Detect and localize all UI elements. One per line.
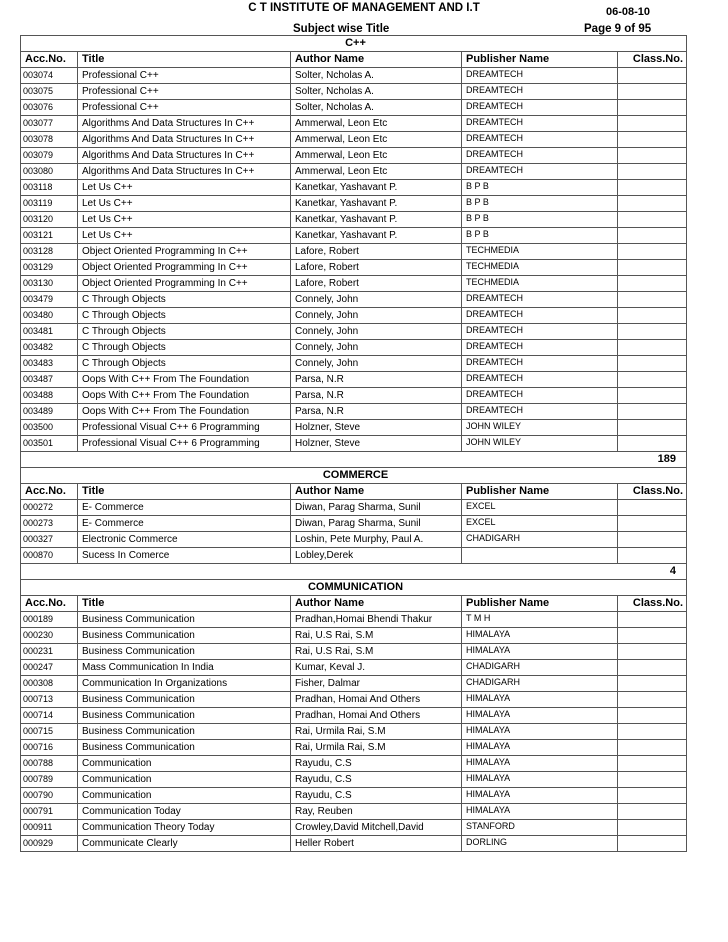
class-no-cell	[618, 356, 687, 372]
author-cell: Solter, Ncholas A.	[291, 100, 462, 116]
acc-no-cell: 000231	[21, 644, 78, 660]
acc-no-cell: 000714	[21, 708, 78, 724]
table-row	[21, 404, 687, 420]
section-total-row	[21, 452, 687, 468]
class-no-cell	[618, 516, 687, 532]
section-title: COMMUNICATION	[21, 580, 687, 596]
class-no-cell	[618, 724, 687, 740]
class-no-cell	[618, 244, 687, 260]
class-no-cell	[618, 68, 687, 84]
col-author-header: Author Name	[291, 52, 462, 68]
author-cell: Rai, Urmila Rai, S.M	[291, 724, 462, 740]
publisher-cell: DREAMTECH	[462, 148, 618, 164]
title-cell: E- Commerce	[78, 516, 291, 532]
publisher-cell: B P B	[462, 180, 618, 196]
acc-no-cell: 003480	[21, 308, 78, 324]
col-acc-no-header: Acc.No.	[21, 52, 78, 68]
publisher-cell: B P B	[462, 196, 618, 212]
title-cell: Object Oriented Programming In C++	[78, 260, 291, 276]
class-no-cell	[618, 292, 687, 308]
acc-no-cell: 003500	[21, 420, 78, 436]
acc-no-cell: 000273	[21, 516, 78, 532]
acc-no-cell: 003121	[21, 228, 78, 244]
publisher-cell: CHADIGARH	[462, 532, 618, 548]
class-no-cell	[618, 404, 687, 420]
class-no-cell	[618, 148, 687, 164]
publisher-cell: TECHMEDIA	[462, 276, 618, 292]
class-no-cell	[618, 388, 687, 404]
table-row	[21, 756, 687, 772]
acc-no-cell: 003483	[21, 356, 78, 372]
table-row	[21, 740, 687, 756]
acc-no-cell: 000789	[21, 772, 78, 788]
title-cell: Professional C++	[78, 84, 291, 100]
acc-no-cell: 000230	[21, 628, 78, 644]
section-header-row	[21, 468, 687, 484]
publisher-cell	[462, 548, 618, 564]
author-cell: Parsa, N.R	[291, 404, 462, 420]
title-cell: Mass Communication In India	[78, 660, 291, 676]
title-cell: Professional Visual C++ 6 Programming	[78, 420, 291, 436]
class-no-cell	[618, 116, 687, 132]
author-cell: Solter, Ncholas A.	[291, 84, 462, 100]
subject-report-table	[20, 35, 687, 852]
title-cell: Let Us C++	[78, 196, 291, 212]
class-no-cell	[618, 340, 687, 356]
title-cell: Electronic Commerce	[78, 532, 291, 548]
author-cell: Kanetkar, Yashavant P.	[291, 180, 462, 196]
publisher-cell: DREAMTECH	[462, 116, 618, 132]
table-row	[21, 68, 687, 84]
author-cell: Connely, John	[291, 308, 462, 324]
table-row	[21, 820, 687, 836]
publisher-cell: STANFORD	[462, 820, 618, 836]
author-cell: Crowley,David Mitchell,David	[291, 820, 462, 836]
class-no-cell	[618, 132, 687, 148]
page-indicator: Page 9 of 95	[584, 23, 652, 35]
report-date: 06-08-10	[605, 6, 650, 18]
author-cell: Kanetkar, Yashavant P.	[291, 196, 462, 212]
section-total-count: 4	[21, 564, 687, 580]
section-title: C++	[21, 36, 687, 52]
author-cell: Connely, John	[291, 356, 462, 372]
author-cell: Rayudu, C.S	[291, 772, 462, 788]
publisher-cell: HIMALAYA	[462, 644, 618, 660]
author-cell: Ammerwal, Leon Etc	[291, 116, 462, 132]
author-cell: Ammerwal, Leon Etc	[291, 148, 462, 164]
acc-no-cell: 000929	[21, 836, 78, 852]
acc-no-cell: 003488	[21, 388, 78, 404]
acc-no-cell: 000790	[21, 788, 78, 804]
acc-no-cell: 003128	[21, 244, 78, 260]
col-title-header: Title	[78, 484, 291, 500]
section-total-row	[21, 564, 687, 580]
class-no-cell	[618, 804, 687, 820]
author-cell: Ray, Reuben	[291, 804, 462, 820]
column-header-row	[21, 596, 687, 612]
title-cell: Communication	[78, 756, 291, 772]
title-cell: C Through Objects	[78, 324, 291, 340]
acc-no-cell: 003481	[21, 324, 78, 340]
publisher-cell: B P B	[462, 228, 618, 244]
publisher-cell: HIMALAYA	[462, 788, 618, 804]
title-cell: Let Us C++	[78, 228, 291, 244]
acc-no-cell: 000911	[21, 820, 78, 836]
col-class-no-header: Class.No.	[618, 52, 687, 68]
publisher-cell: HIMALAYA	[462, 692, 618, 708]
title-cell: Let Us C++	[78, 180, 291, 196]
publisher-cell: DREAMTECH	[462, 404, 618, 420]
col-title-header: Title	[78, 52, 291, 68]
col-publisher-header: Publisher Name	[462, 484, 618, 500]
title-cell: Oops With C++ From The Foundation	[78, 388, 291, 404]
section-title: COMMERCE	[21, 468, 687, 484]
author-cell: Diwan, Parag Sharma, Sunil	[291, 516, 462, 532]
class-no-cell	[618, 836, 687, 852]
publisher-cell: B P B	[462, 212, 618, 228]
acc-no-cell: 003074	[21, 68, 78, 84]
publisher-cell: CHADIGARH	[462, 676, 618, 692]
publisher-cell: HIMALAYA	[462, 756, 618, 772]
acc-no-cell: 003130	[21, 276, 78, 292]
title-cell: E- Commerce	[78, 500, 291, 516]
author-cell: Lafore, Robert	[291, 276, 462, 292]
class-no-cell	[618, 196, 687, 212]
acc-no-cell: 003129	[21, 260, 78, 276]
table-row	[21, 324, 687, 340]
class-no-cell	[618, 260, 687, 276]
class-no-cell	[618, 500, 687, 516]
class-no-cell	[618, 228, 687, 244]
author-cell: Rai, U.S Rai, S.M	[291, 644, 462, 660]
acc-no-cell: 003079	[21, 148, 78, 164]
table-row	[21, 676, 687, 692]
title-cell: Business Communication	[78, 708, 291, 724]
table-row	[21, 788, 687, 804]
author-cell: Parsa, N.R	[291, 372, 462, 388]
author-cell: Kumar, Keval J.	[291, 660, 462, 676]
class-no-cell	[618, 436, 687, 452]
publisher-cell: DREAMTECH	[462, 372, 618, 388]
title-cell: Professional C++	[78, 68, 291, 84]
author-cell: Pradhan, Homai And Others	[291, 708, 462, 724]
publisher-cell: DORLING	[462, 836, 618, 852]
table-row	[21, 276, 687, 292]
class-no-cell	[618, 612, 687, 628]
table-row	[21, 116, 687, 132]
table-row	[21, 180, 687, 196]
title-cell: Algorithms And Data Structures In C++	[78, 164, 291, 180]
title-cell: Business Communication	[78, 724, 291, 740]
class-no-cell	[618, 212, 687, 228]
acc-no-cell: 003119	[21, 196, 78, 212]
title-cell: Algorithms And Data Structures In C++	[78, 116, 291, 132]
table-row	[21, 212, 687, 228]
publisher-cell: T M H	[462, 612, 618, 628]
publisher-cell: TECHMEDIA	[462, 244, 618, 260]
author-cell: Pradhan, Homai And Others	[291, 692, 462, 708]
report-institute-title: C T INSTITUTE OF MANAGEMENT AND I.T	[248, 2, 480, 14]
table-row	[21, 308, 687, 324]
table-row	[21, 612, 687, 628]
author-cell: Solter, Ncholas A.	[291, 68, 462, 84]
title-cell: Communication	[78, 772, 291, 788]
publisher-cell: CHADIGARH	[462, 660, 618, 676]
acc-no-cell: 000272	[21, 500, 78, 516]
table-row	[21, 548, 687, 564]
author-cell: Loshin, Pete Murphy, Paul A.	[291, 532, 462, 548]
acc-no-cell: 003080	[21, 164, 78, 180]
author-cell: Holzner, Steve	[291, 436, 462, 452]
table-row	[21, 500, 687, 516]
table-row	[21, 772, 687, 788]
class-no-cell	[618, 692, 687, 708]
publisher-cell: EXCEL	[462, 500, 618, 516]
title-cell: Communication Theory Today	[78, 820, 291, 836]
acc-no-cell: 000308	[21, 676, 78, 692]
author-cell: Rai, Urmila Rai, S.M	[291, 740, 462, 756]
table-row	[21, 372, 687, 388]
title-cell: Oops With C++ From The Foundation	[78, 404, 291, 420]
table-row	[21, 356, 687, 372]
table-row	[21, 244, 687, 260]
table-row	[21, 692, 687, 708]
author-cell: Lafore, Robert	[291, 260, 462, 276]
table-row	[21, 260, 687, 276]
col-publisher-header: Publisher Name	[462, 52, 618, 68]
title-cell: Algorithms And Data Structures In C++	[78, 132, 291, 148]
acc-no-cell: 000189	[21, 612, 78, 628]
col-author-header: Author Name	[291, 596, 462, 612]
acc-no-cell: 000791	[21, 804, 78, 820]
table-row	[21, 420, 687, 436]
title-cell: Algorithms And Data Structures In C++	[78, 148, 291, 164]
acc-no-cell: 003075	[21, 84, 78, 100]
table-row	[21, 132, 687, 148]
class-no-cell	[618, 420, 687, 436]
title-cell: Professional Visual C++ 6 Programming	[78, 436, 291, 452]
column-header-row	[21, 484, 687, 500]
title-cell: Let Us C++	[78, 212, 291, 228]
class-no-cell	[618, 628, 687, 644]
publisher-cell: DREAMTECH	[462, 292, 618, 308]
author-cell: Heller Robert	[291, 836, 462, 852]
acc-no-cell: 003501	[21, 436, 78, 452]
author-cell: Kanetkar, Yashavant P.	[291, 228, 462, 244]
col-title-header: Title	[78, 596, 291, 612]
title-cell: C Through Objects	[78, 308, 291, 324]
table-row	[21, 388, 687, 404]
publisher-cell: HIMALAYA	[462, 740, 618, 756]
author-cell: Pradhan,Homai Bhendi Thakur	[291, 612, 462, 628]
title-cell: C Through Objects	[78, 356, 291, 372]
publisher-cell: HIMALAYA	[462, 804, 618, 820]
acc-no-cell: 003077	[21, 116, 78, 132]
col-acc-no-header: Acc.No.	[21, 596, 78, 612]
section-header-row	[21, 36, 687, 52]
class-no-cell	[618, 660, 687, 676]
table-row	[21, 292, 687, 308]
table-row	[21, 84, 687, 100]
author-cell: Ammerwal, Leon Etc	[291, 164, 462, 180]
title-cell: Object Oriented Programming In C++	[78, 276, 291, 292]
publisher-cell: DREAMTECH	[462, 100, 618, 116]
author-cell: Diwan, Parag Sharma, Sunil	[291, 500, 462, 516]
title-cell: Oops With C++ From The Foundation	[78, 372, 291, 388]
publisher-cell: DREAMTECH	[462, 308, 618, 324]
class-no-cell	[618, 548, 687, 564]
author-cell: Rayudu, C.S	[291, 788, 462, 804]
class-no-cell	[618, 372, 687, 388]
acc-no-cell: 003487	[21, 372, 78, 388]
table-row	[21, 228, 687, 244]
author-cell: Rayudu, C.S	[291, 756, 462, 772]
table-row	[21, 724, 687, 740]
publisher-cell: HIMALAYA	[462, 724, 618, 740]
acc-no-cell: 000788	[21, 756, 78, 772]
section-header-row	[21, 580, 687, 596]
table-row	[21, 628, 687, 644]
class-no-cell	[618, 820, 687, 836]
col-class-no-header: Class.No.	[618, 484, 687, 500]
class-no-cell	[618, 276, 687, 292]
author-cell: Fisher, Dalmar	[291, 676, 462, 692]
title-cell: C Through Objects	[78, 292, 291, 308]
table-row	[21, 100, 687, 116]
table-row	[21, 804, 687, 820]
class-no-cell	[618, 164, 687, 180]
acc-no-cell: 000247	[21, 660, 78, 676]
acc-no-cell: 000716	[21, 740, 78, 756]
title-cell: Communication Today	[78, 804, 291, 820]
publisher-cell: JOHN WILEY	[462, 436, 618, 452]
acc-no-cell: 003078	[21, 132, 78, 148]
publisher-cell: DREAMTECH	[462, 340, 618, 356]
author-cell: Connely, John	[291, 324, 462, 340]
section-total-count: 189	[21, 452, 687, 468]
table-row	[21, 644, 687, 660]
publisher-cell: DREAMTECH	[462, 84, 618, 100]
author-cell: Lafore, Robert	[291, 244, 462, 260]
acc-no-cell: 000327	[21, 532, 78, 548]
title-cell: Business Communication	[78, 692, 291, 708]
acc-no-cell: 003479	[21, 292, 78, 308]
publisher-cell: DREAMTECH	[462, 164, 618, 180]
class-no-cell	[618, 772, 687, 788]
class-no-cell	[618, 84, 687, 100]
acc-no-cell: 003489	[21, 404, 78, 420]
col-acc-no-header: Acc.No.	[21, 484, 78, 500]
title-cell: Communication	[78, 788, 291, 804]
title-cell: Business Communication	[78, 612, 291, 628]
class-no-cell	[618, 708, 687, 724]
acc-no-cell: 000715	[21, 724, 78, 740]
acc-no-cell: 003118	[21, 180, 78, 196]
publisher-cell: JOHN WILEY	[462, 420, 618, 436]
publisher-cell: DREAMTECH	[462, 132, 618, 148]
publisher-cell: TECHMEDIA	[462, 260, 618, 276]
publisher-cell: HIMALAYA	[462, 708, 618, 724]
author-cell: Rai, U.S Rai, S.M	[291, 628, 462, 644]
report-subtitle: Subject wise Title	[293, 23, 390, 35]
col-author-header: Author Name	[291, 484, 462, 500]
publisher-cell: DREAMTECH	[462, 388, 618, 404]
title-cell: Object Oriented Programming In C++	[78, 244, 291, 260]
author-cell: Holzner, Steve	[291, 420, 462, 436]
publisher-cell: HIMALAYA	[462, 772, 618, 788]
class-no-cell	[618, 100, 687, 116]
title-cell: Sucess In Comerce	[78, 548, 291, 564]
author-cell: Kanetkar, Yashavant P.	[291, 212, 462, 228]
acc-no-cell: 000713	[21, 692, 78, 708]
acc-no-cell: 003076	[21, 100, 78, 116]
table-row	[21, 532, 687, 548]
author-cell: Connely, John	[291, 340, 462, 356]
title-cell: Communication In Organizations	[78, 676, 291, 692]
title-cell: Professional C++	[78, 100, 291, 116]
publisher-cell: HIMALAYA	[462, 628, 618, 644]
class-no-cell	[618, 180, 687, 196]
title-cell: C Through Objects	[78, 340, 291, 356]
class-no-cell	[618, 532, 687, 548]
class-no-cell	[618, 644, 687, 660]
table-row	[21, 660, 687, 676]
acc-no-cell: 000870	[21, 548, 78, 564]
publisher-cell: DREAMTECH	[462, 68, 618, 84]
acc-no-cell: 003482	[21, 340, 78, 356]
author-cell: Ammerwal, Leon Etc	[291, 132, 462, 148]
class-no-cell	[618, 308, 687, 324]
table-row	[21, 164, 687, 180]
acc-no-cell: 003120	[21, 212, 78, 228]
author-cell: Lobley,Derek	[291, 548, 462, 564]
table-row	[21, 708, 687, 724]
title-cell: Business Communication	[78, 644, 291, 660]
column-header-row	[21, 52, 687, 68]
class-no-cell	[618, 324, 687, 340]
table-row	[21, 148, 687, 164]
publisher-cell: EXCEL	[462, 516, 618, 532]
publisher-cell: DREAMTECH	[462, 356, 618, 372]
class-no-cell	[618, 788, 687, 804]
title-cell: Business Communication	[78, 628, 291, 644]
table-row	[21, 516, 687, 532]
table-row	[21, 836, 687, 852]
table-row	[21, 196, 687, 212]
title-cell: Business Communication	[78, 740, 291, 756]
table-row	[21, 340, 687, 356]
class-no-cell	[618, 676, 687, 692]
title-cell: Communicate Clearly	[78, 836, 291, 852]
author-cell: Parsa, N.R	[291, 388, 462, 404]
col-class-no-header: Class.No.	[618, 596, 687, 612]
col-publisher-header: Publisher Name	[462, 596, 618, 612]
class-no-cell	[618, 756, 687, 772]
class-no-cell	[618, 740, 687, 756]
publisher-cell: DREAMTECH	[462, 324, 618, 340]
author-cell: Connely, John	[291, 292, 462, 308]
table-row	[21, 436, 687, 452]
